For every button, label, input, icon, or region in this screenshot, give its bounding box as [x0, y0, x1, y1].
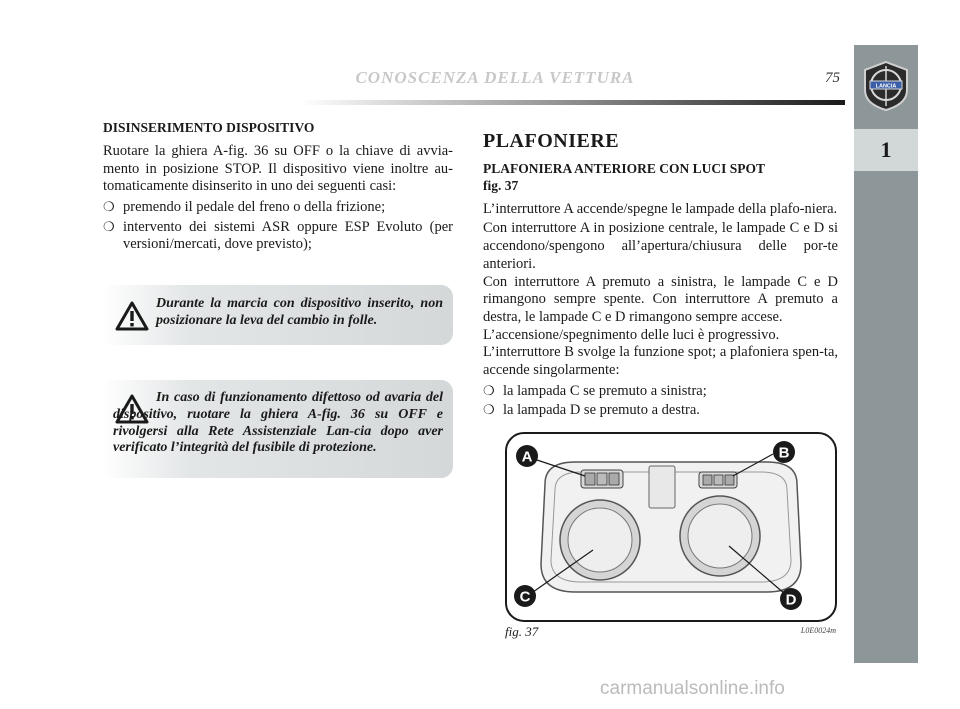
chapter-number: 1: [854, 129, 918, 171]
warning-box: [101, 380, 453, 478]
warning-text: In caso di funzionamento difettoso od avaria del dispositivo, ruotare la ghiera A-fig. 36 su OFF e rivolgersi alla Rete Assistenziale Lan-cia dopo aver verificato l’integrità del fusibile di protezione.: [113, 390, 443, 456]
subheading-plafoniera: PLAFONIERA ANTERIORE CON LUCI SPOT fig. 37: [483, 161, 766, 193]
figure-code: L0E0024m: [800, 626, 836, 635]
lamp-d-icon: [680, 496, 760, 576]
callout-label-d: D: [785, 591, 797, 609]
body-paragraph: L’interruttore A accende/spegne le lampade della plafo-niera.: [483, 200, 838, 217]
switch-b-icon: [699, 472, 737, 488]
heading-disinserimento: DISINSERIMENTO DISPOSITIVO: [103, 120, 315, 135]
body-paragraph: Con interruttore A in posizione centrale, le lampade C e D si accendono/spengono all’apertura/chiusura delle por-te anteriori.: [483, 220, 838, 272]
figure-37-plafoniera: [505, 432, 837, 622]
logo-text: LANCIA: [875, 83, 897, 90]
running-header-title: CONOSCENZA DELLA VETTURA: [355, 68, 635, 87]
warning-triangle-icon: [115, 301, 149, 331]
header-rule: [300, 100, 845, 105]
bullet-circle-icon: ❍: [483, 382, 495, 398]
body-paragraph: L’interruttore B svolge la funzione spot; a plafoniera spen-ta, accende singolarmente:: [483, 344, 838, 378]
warning-box: [101, 285, 453, 345]
watermark-text: carmanualsonline.info: [600, 678, 785, 699]
body-paragraph: Con interruttore A premuto a sinistra, le lampade C e D rimangono sempre spente. Con interruttore A premuto a destra, le lampade C e D rimangono sempre accese.: [483, 273, 838, 325]
switch-a-icon: [581, 470, 623, 488]
bullet-circle-icon: ❍: [483, 402, 495, 418]
right-bullet-list: [483, 383, 838, 420]
page-number: 75: [825, 70, 840, 86]
section-title-plafoniere: PLAFONIERE: [483, 130, 620, 152]
callout-label-a: A: [521, 448, 533, 466]
left-column: [103, 120, 453, 256]
bullet-circle-icon: ❍: [103, 218, 115, 234]
figure-caption: fig. 37: [505, 624, 539, 639]
bullet-circle-icon: ❍: [103, 198, 115, 214]
body-paragraph: L’accensione/spegnimento delle luci è progressivo.: [483, 326, 780, 343]
right-column: [483, 130, 838, 422]
intro-paragraph: Ruotare la ghiera A-fig. 36 su OFF o la chiave di avvia-mento in posizione STOP. Il dispositivo viene inoltre au-tomaticamente disinserito in uno dei seguenti casi:: [103, 142, 453, 195]
list-item: ❍ premendo il pedale del freno o della frizione;: [103, 198, 386, 215]
lancia-logo-icon: [861, 60, 911, 112]
list-item: ❍ la lampada C se premuto a sinistra;: [483, 382, 707, 399]
list-item: ❍ intervento dei sistemi ASR oppure ESP Evoluto (per versioni/mercati, dove previsto);: [103, 218, 453, 253]
warning-text: Durante la marcia con dispositivo inserito, non posizionare la leva del cambio in folle.: [156, 296, 443, 328]
callout-label-b: B: [778, 444, 790, 462]
list-item: ❍ la lampada D se premuto a destra.: [483, 402, 700, 419]
callout-label-c: C: [519, 588, 531, 606]
left-bullet-list: [103, 199, 453, 254]
lamp-c-icon: [560, 500, 640, 580]
